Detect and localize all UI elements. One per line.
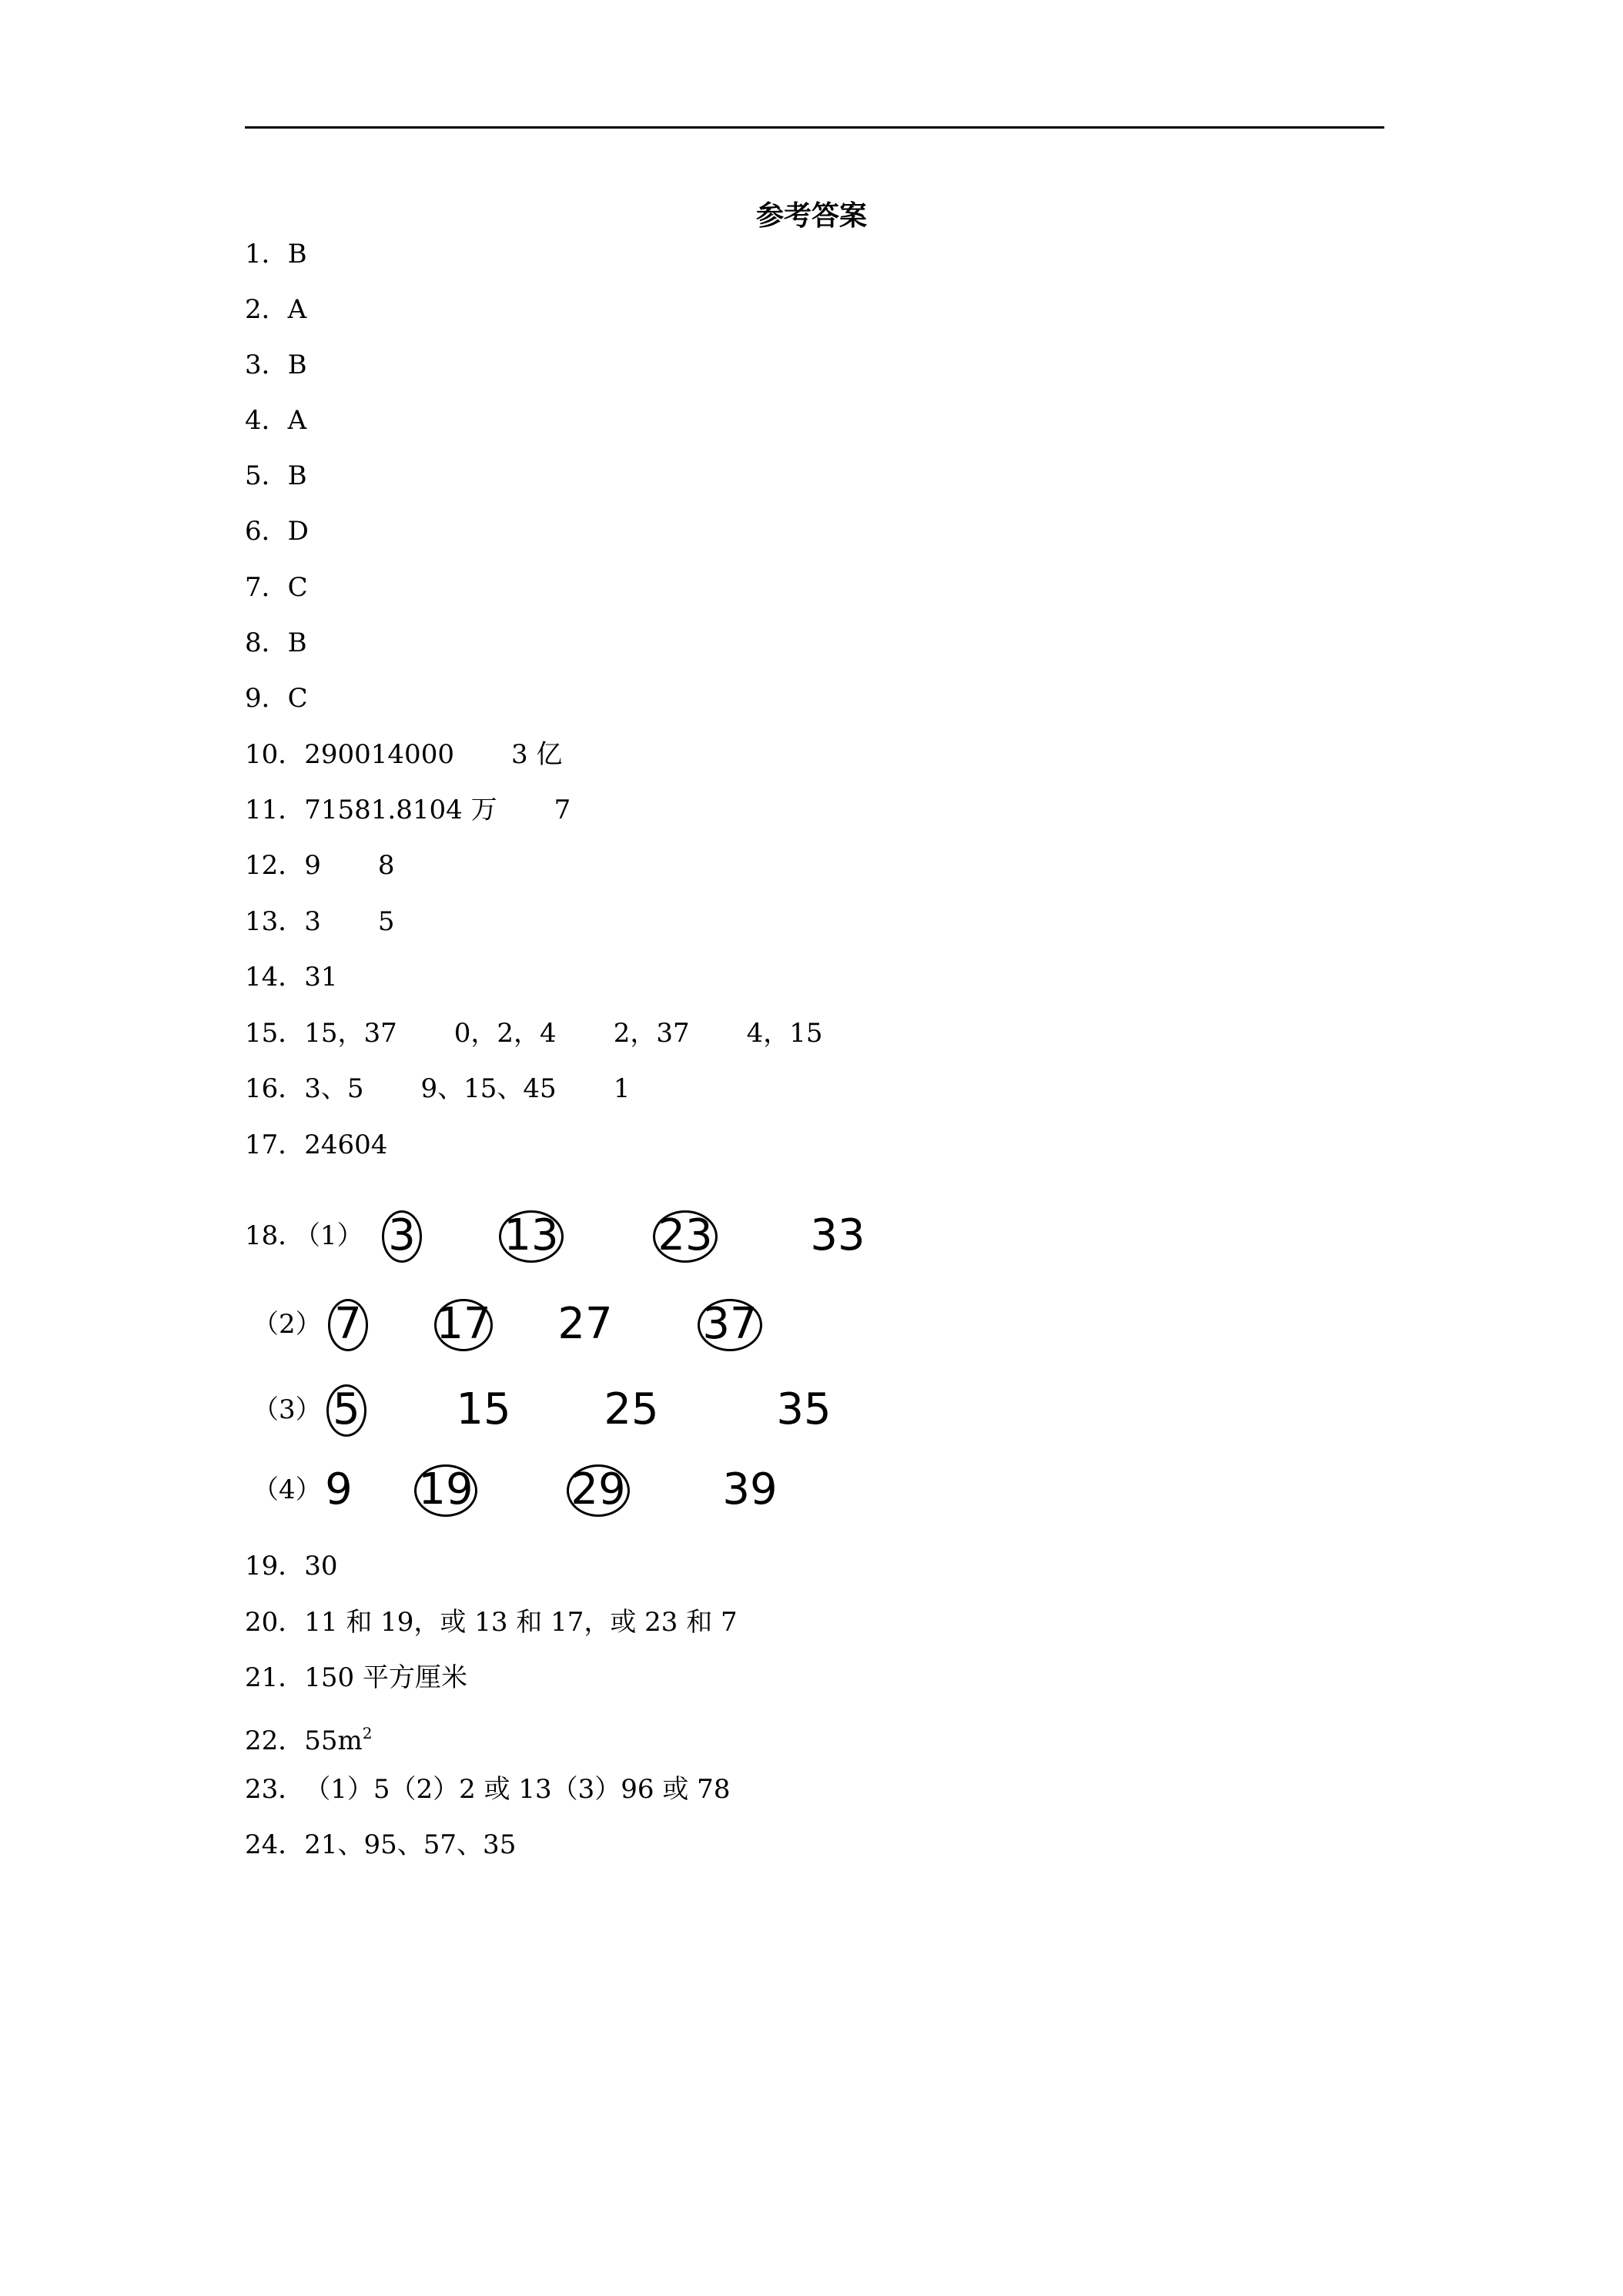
answer-23: 23．（1）5（2）2 或 13（3）96 或 78 — [245, 1774, 731, 1805]
answer-18-row-2 — [245, 1290, 938, 1359]
answer-8: 8．B — [245, 628, 307, 658]
page-title: 参考答案 — [755, 199, 867, 232]
row-label: （1） — [294, 1220, 363, 1251]
answer-17: 17．24604 — [245, 1130, 388, 1160]
number: 27 — [557, 1299, 613, 1349]
answer-15: 15．15，37 0，2，4 2，37 4，15 — [245, 1018, 823, 1049]
number: 13 — [504, 1210, 559, 1260]
number: 3 — [388, 1210, 416, 1260]
answer-13: 13．3 5 — [245, 906, 395, 937]
answer-18-number: 18． — [245, 1220, 305, 1251]
number: 23 — [658, 1210, 713, 1260]
answer-19: 19．30 — [245, 1551, 338, 1581]
header-rule — [245, 126, 1384, 129]
answer-3: 3．B — [245, 350, 307, 380]
number: 19 — [418, 1464, 474, 1514]
answer-5: 5．B — [245, 460, 307, 491]
answer-6: 6．D — [245, 516, 309, 547]
number: 25 — [604, 1384, 659, 1434]
answer-4: 4．A — [245, 405, 307, 436]
number: 35 — [776, 1384, 832, 1434]
answer-1: 1．B — [245, 239, 307, 269]
answer-14: 14．31 — [245, 962, 338, 992]
answer-18-row-3 — [245, 1375, 938, 1444]
answer-2: 2．A — [245, 294, 307, 325]
number: 5 — [333, 1384, 360, 1434]
answer-11: 11．71581.8104 万 7 — [245, 795, 571, 825]
answer-10: 10．290014000 3 亿 — [245, 739, 563, 770]
row-label: （3） — [253, 1394, 322, 1425]
answer-21: 21．150 平方厘米 — [245, 1662, 467, 1693]
answer-22: 22．$55m^2$ — [245, 1724, 373, 1756]
number: 33 — [810, 1210, 865, 1260]
answer-20: 20．11 和 19，或 13 和 17，或 23 和 7 — [245, 1607, 738, 1638]
answer-9: 9．C — [245, 683, 308, 714]
answer-16: 16．3、5 9、15、45 1 — [245, 1073, 631, 1104]
answer-18-row-4 — [245, 1455, 938, 1525]
row-label: （4） — [253, 1474, 322, 1505]
number: 17 — [436, 1299, 491, 1349]
number: 29 — [571, 1464, 626, 1514]
answer-18-row-1 — [245, 1201, 938, 1270]
number: 9 — [325, 1464, 353, 1514]
number: 39 — [722, 1464, 778, 1514]
answer-24: 24．21、95、57、35 — [245, 1829, 517, 1860]
number: 15 — [456, 1384, 511, 1434]
answer-7: 7．C — [245, 572, 308, 603]
number: 37 — [702, 1299, 758, 1349]
row-label: （2） — [253, 1309, 322, 1340]
answer-12: 12．9 8 — [245, 850, 395, 881]
number: 7 — [334, 1299, 362, 1349]
